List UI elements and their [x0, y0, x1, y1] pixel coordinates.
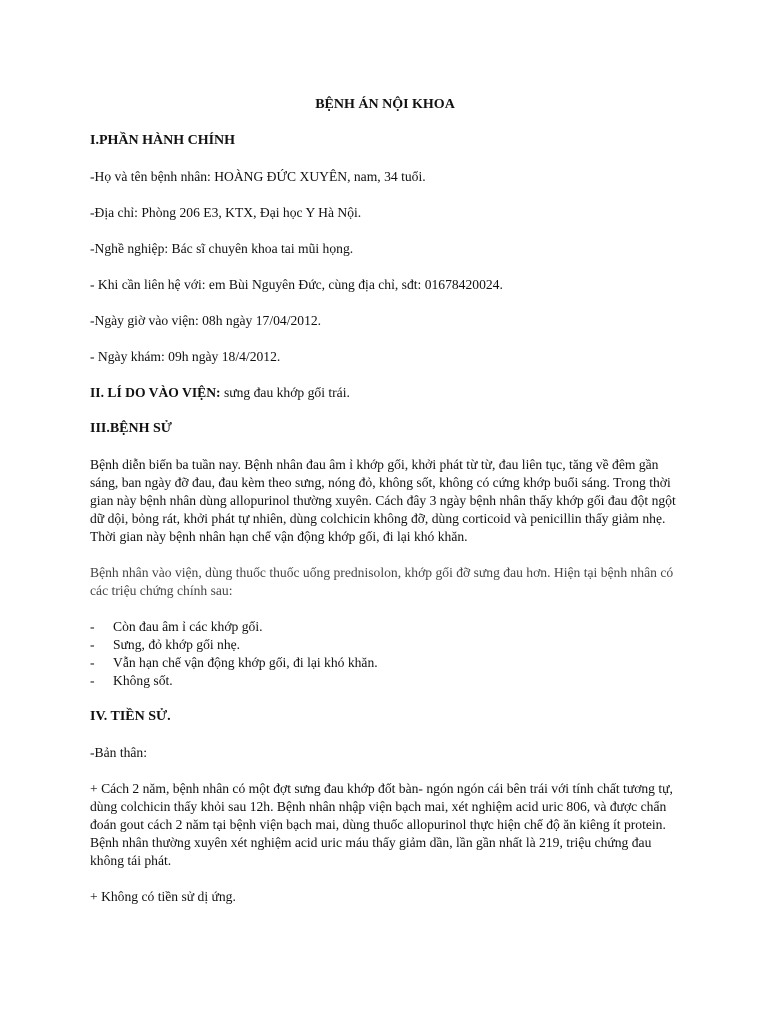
- admission-reason-text: sưng đau khớp gối trái.: [220, 385, 350, 400]
- list-item-text: Không sốt.: [113, 673, 173, 688]
- admission-date-line: -Ngày giờ vào viện: 08h ngày 17/04/2012.: [90, 313, 322, 328]
- bullet-dash: -: [90, 619, 95, 634]
- symptom-list: [90, 618, 680, 690]
- bullet-dash: -: [90, 655, 95, 670]
- list-item: [90, 636, 680, 654]
- occupation-line: -Nghề nghiệp: Bác sĩ chuyên khoa tai mũi họng.: [90, 241, 354, 256]
- contact-line: - Khi cần liên hệ với: em Bùi Nguyên Đức, cùng địa chỉ, sđt: 01678420024.: [90, 277, 503, 292]
- bullet-dash: -: [90, 673, 95, 688]
- section-heading-past-history: IV. TIỀN SỬ.: [90, 709, 171, 724]
- address-line: -Địa chỉ: Phòng 206 E3, KTX, Đại học Y Hà Nội.: [90, 205, 362, 220]
- current-status-paragraph: Bệnh nhân vào viện, dùng thuốc thuốc uống prednisolon, khớp gối đỡ sưng đau hơn. Hiện tại bệnh nhân có các triệu chứng chính sau:: [90, 565, 674, 598]
- section-heading-administrative: I.PHẦN HÀNH CHÍNH: [90, 133, 236, 148]
- bullet-dash: -: [90, 637, 95, 652]
- list-item: [90, 672, 680, 690]
- list-item-text: Vẫn hạn chế vận động khớp gối, đi lại khó khăn.: [113, 655, 378, 670]
- patient-name-line: -Họ và tên bệnh nhân: HOÀNG ĐỨC XUYÊN, nam, 34 tuổi.: [90, 169, 426, 184]
- self-history-label: -Bản thân:: [90, 745, 148, 760]
- document-title: BỆNH ÁN NỘI KHOA: [315, 97, 455, 112]
- admission-reason: [90, 384, 680, 402]
- admission-reason-label: II. LÍ DO VÀO VIỆN:: [90, 385, 221, 400]
- list-item-text: Còn đau âm ỉ các khớp gối.: [113, 619, 263, 634]
- section-heading-history: III.BỆNH SỬ: [90, 421, 172, 436]
- history-paragraph: Bệnh diễn biến ba tuần nay. Bệnh nhân đau âm ỉ khớp gối, khởi phát từ từ, đau liên tục, tăng về đêm gần sáng, ban ngày đỡ đau, đau kèm theo sưng, nóng đỏ, không sốt, không có cứng khớp buổi sáng. Trong thời gian này bệnh nhân dùng allopurinol thường xuyên. Cách đây 3 ngày bệnh nhân thấy khớp gối đau đột ngột dữ dội, bỏng rát, khởi phát tự nhiên, dùng colchicin không đỡ, dùng corticoid và penicillin thấy giảm nhẹ. Thời gian này bệnh nhân hạn chế vận động khớp gối, đi lại khó khăn.: [90, 457, 676, 544]
- allergy-history-line: + Không có tiền sử dị ứng.: [90, 889, 236, 904]
- past-history-paragraph: + Cách 2 năm, bệnh nhân có một đợt sưng đau khớp đốt bàn- ngón ngón cái bên trái với tính chất tương tự, dùng colchicin thấy khỏi sau 12h. Bệnh nhân nhập viện bạch mai, xét nghiệm acid uric 806, và được chẩn đoán gout cách 2 năm tại bệnh viện bạch mai, dùng thuốc allopurinol thực hiện chế độ ăn kiêng ít protein. Bệnh nhân thường xuyên xét nghiệm acid uric máu thấy giảm dần, lần gần nhất là 219, triệu chứng đau không tái phát.: [90, 781, 673, 868]
- list-item: [90, 618, 680, 636]
- list-item: [90, 654, 680, 672]
- list-item-text: Sưng, đỏ khớp gối nhẹ.: [113, 637, 241, 652]
- exam-date-line: - Ngày khám: 09h ngày 18/4/2012.: [90, 349, 281, 364]
- document-page: [90, 96, 680, 924]
